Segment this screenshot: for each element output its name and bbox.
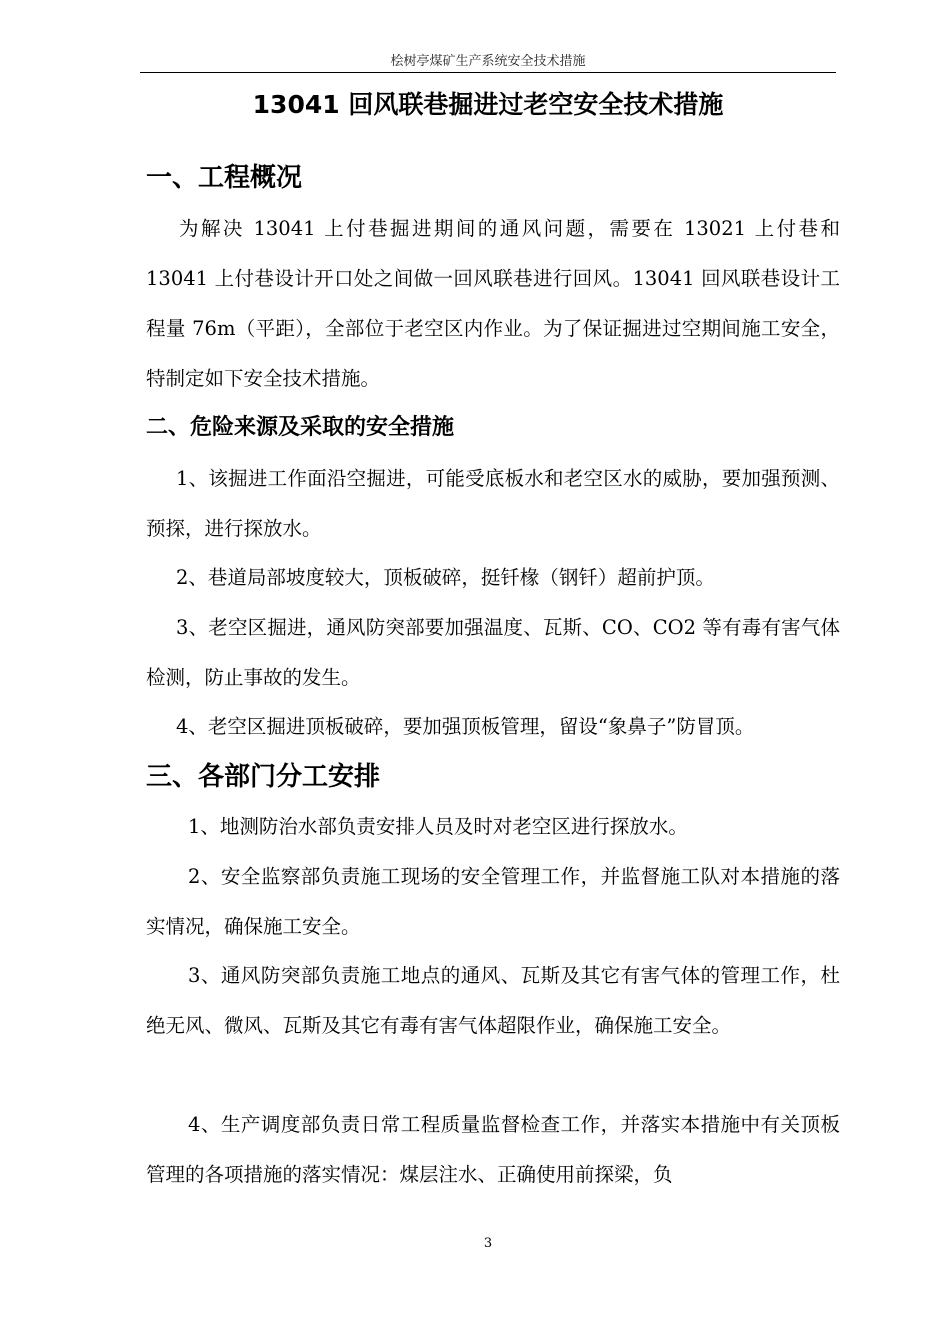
list-item-hazard-3: 3、老空区掘进，通风防突部要加强温度、瓦斯、CO、CO2 等有毒有害气体检测，防止事故的发生。 — [146, 616, 840, 689]
section-heading-departments: 三、各部门分工安排 — [146, 762, 381, 792]
paragraph-overview: 为解决 13041 上付巷掘进期间的通风问题，需要在 13021 上付巷和 13041 上付巷设计开口处之间做一回风联巷进行回风。13041 回风联巷设计工程量 76m（平距），全部位于老空区内作业。为了保证掘进过空期间施工安全，特制定如下安全技术措施。 — [146, 217, 840, 390]
list-item-department-1: 1、地测防治水部负责安排人员及时对老空区进行探放水。 — [188, 815, 688, 838]
header-rule — [140, 72, 836, 73]
list-item-hazard-2: 2、巷道局部坡度较大，顶板破碎，挺钎椽（钢钎）超前护顶。 — [176, 566, 715, 589]
list-item-hazard-4: 4、老空区掘进顶板破碎，要加强顶板管理，留设“象鼻子”防冒顶。 — [176, 715, 755, 738]
page-number: 3 — [483, 1236, 493, 1251]
section-heading-overview: 一、工程概况 — [146, 163, 303, 193]
list-item-department-3: 3、通风防突部负责施工地点的通风、瓦斯及其它有害气体的管理工作，杜绝无风、微风、瓦斯及其它有毒有害气体超限作业，确保施工安全。 — [146, 964, 840, 1037]
document-title: 13041 回风联巷掘进过老空安全技术措施 — [252, 90, 724, 119]
running-header: 桧树亭煤矿生产系统安全技术措施 — [390, 54, 586, 69]
list-item-department-2: 2、安全监察部负责施工现场的安全管理工作，并监督施工队对本措施的落实情况，确保施工安全。 — [146, 865, 840, 938]
list-item-department-4: 4、生产调度部负责日常工程质量监督检查工作，并落实本措施中有关顶板管理的各项措施的落实情况：煤层注水、正确使用前探梁，负 — [146, 1113, 840, 1186]
list-item-hazard-1: 1、该掘进工作面沿空掘进，可能受底板水和老空区水的威胁，要加强预测、预探，进行探放水。 — [146, 467, 840, 540]
section-heading-hazards: 二、危险来源及采取的安全措施 — [146, 415, 455, 440]
